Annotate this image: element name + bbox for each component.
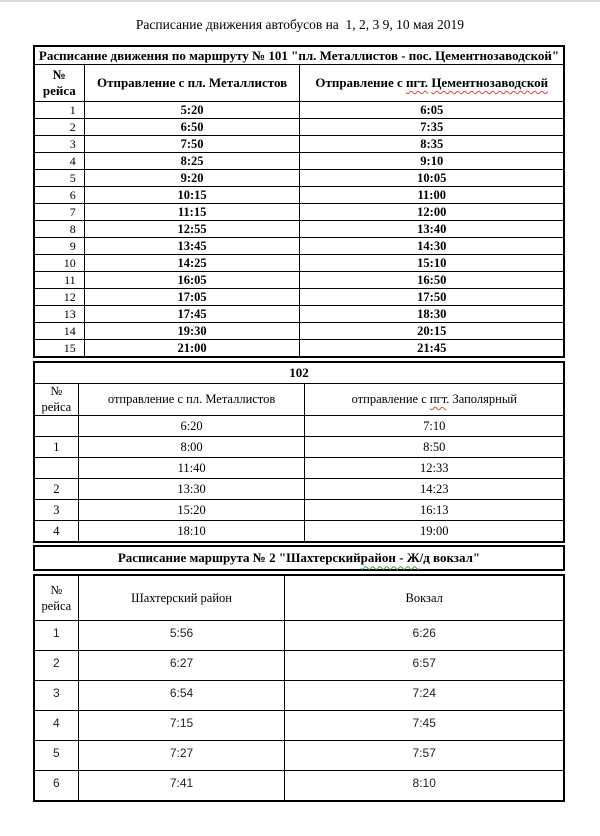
departure-time-cell: 12:00 xyxy=(300,204,564,221)
departure-time-cell: 7:27 xyxy=(78,741,285,771)
table-row xyxy=(34,136,564,153)
schedule-document xyxy=(33,45,565,802)
trip-number-cell: 4 xyxy=(34,711,78,741)
departure-time-cell: 12:55 xyxy=(84,221,300,238)
departure-time-cell: 8:10 xyxy=(285,771,564,802)
text-run: Расписание движения по маршруту № 101 "пл. Металлистов - пос. xyxy=(38,48,436,63)
departure-time-cell: 6:50 xyxy=(84,119,300,136)
departure-time-cell: 11:15 xyxy=(84,204,300,221)
departure-time-cell: 9:10 xyxy=(300,153,564,170)
trip-number-cell: 8 xyxy=(34,221,84,238)
departure-time-cell: 21:00 xyxy=(84,340,300,358)
departure-time-cell: 7:45 xyxy=(285,711,564,741)
departure-time-cell: 20:15 xyxy=(300,323,564,340)
table-row xyxy=(34,102,564,119)
departure-time-cell: 6:20 xyxy=(78,416,305,437)
route-2-header-row xyxy=(34,575,564,621)
table-row xyxy=(34,621,564,651)
departure-time-cell: 10:15 xyxy=(84,187,300,204)
departure-time-cell: 8:35 xyxy=(300,136,564,153)
departure-time-cell: 19:00 xyxy=(305,521,564,543)
table-row xyxy=(34,323,564,340)
column-header-trip-number: № рейса xyxy=(34,575,78,621)
table-row xyxy=(34,681,564,711)
departure-time-cell: 18:30 xyxy=(300,306,564,323)
departure-time-cell: 17:50 xyxy=(300,289,564,306)
trip-number-cell: 11 xyxy=(34,272,84,289)
route-2-title xyxy=(33,545,565,571)
document-title: Расписание движения автобусов на 1, 2, 3 9, 10 мая 2019 xyxy=(135,17,465,32)
table-row xyxy=(34,255,564,272)
route-102-header-row xyxy=(34,384,564,416)
column-header-departure-zapolyarny xyxy=(305,384,564,416)
trip-number-cell: 2 xyxy=(34,651,78,681)
departure-time-cell: 7:24 xyxy=(285,681,564,711)
departure-time-cell: 10:05 xyxy=(300,170,564,187)
trip-number-cell: 1 xyxy=(34,621,78,651)
table-row xyxy=(34,221,564,238)
departure-time-cell: 7:10 xyxy=(305,416,564,437)
departure-time-cell: 12:33 xyxy=(305,458,564,479)
spellcheck-marked-text: район - Ж xyxy=(360,550,420,566)
departure-time-cell: 5:20 xyxy=(84,102,300,119)
column-header-trip-number: № рейса xyxy=(34,384,78,416)
table-row xyxy=(34,153,564,170)
table-row xyxy=(34,741,564,771)
departure-time-cell: 18:10 xyxy=(78,521,305,543)
departure-time-cell: 13:45 xyxy=(84,238,300,255)
text-run: Отправление с xyxy=(315,75,406,91)
text-run: отправление с xyxy=(351,391,430,406)
departure-time-cell: 7:41 xyxy=(78,771,285,802)
route-101-header-row xyxy=(34,65,564,102)
trip-number-cell: 1 xyxy=(34,102,84,119)
departure-time-cell: 17:05 xyxy=(84,289,300,306)
departure-time-cell: 8:00 xyxy=(78,437,305,458)
route-102-table xyxy=(33,361,565,543)
table-row xyxy=(34,437,564,458)
departure-time-cell: 6:27 xyxy=(78,651,285,681)
departure-time-cell: 14:30 xyxy=(300,238,564,255)
trip-number-cell xyxy=(34,458,78,479)
spellcheck-marked-text: Цементнозаводской xyxy=(435,48,552,63)
trip-number-cell: 5 xyxy=(34,741,78,771)
table-row xyxy=(34,170,564,187)
table-row xyxy=(34,289,564,306)
trip-number-cell: 9 xyxy=(34,238,84,255)
table-row xyxy=(34,500,564,521)
departure-time-cell: 6:26 xyxy=(285,621,564,651)
spellcheck-marked-text: пгт xyxy=(429,391,447,406)
trip-number-cell: 13 xyxy=(34,306,84,323)
trip-number-cell: 4 xyxy=(34,521,78,543)
trip-number-cell: 14 xyxy=(34,323,84,340)
trip-number-cell: 2 xyxy=(34,119,84,136)
table-row xyxy=(34,187,564,204)
text-run: Расписание маршрута № 2 "Шахтерский xyxy=(117,550,361,566)
trip-number-cell: 2 xyxy=(34,479,78,500)
trip-number-cell: 5 xyxy=(34,170,84,187)
departure-time-cell: 6:05 xyxy=(300,102,564,119)
departure-time-cell: 8:50 xyxy=(305,437,564,458)
trip-number-cell: 7 xyxy=(34,204,84,221)
departure-time-cell: 13:40 xyxy=(300,221,564,238)
departure-time-cell: 15:10 xyxy=(300,255,564,272)
trip-number-cell: 1 xyxy=(34,437,78,458)
departure-time-cell: 8:25 xyxy=(84,153,300,170)
column-header-trip-number: № рейса xyxy=(34,65,84,102)
trip-number-cell xyxy=(34,416,78,437)
table-row xyxy=(34,340,564,358)
text-run: /д вокзал" xyxy=(419,550,481,566)
trip-number-cell: 6 xyxy=(34,771,78,802)
route-2-rows xyxy=(34,621,564,802)
table-row xyxy=(34,521,564,543)
column-header-shakhtersky-district: Шахтерский район xyxy=(78,575,285,621)
table-row xyxy=(34,272,564,289)
column-header-departure-metallistov: Отправление с пл. Металлистов xyxy=(84,65,300,102)
table-row xyxy=(34,416,564,437)
route-101-rows xyxy=(34,102,564,358)
departure-time-cell: 7:15 xyxy=(78,711,285,741)
column-header-departure-metallistov: отправление с пл. Металлистов xyxy=(78,384,305,416)
trip-number-cell: 3 xyxy=(34,136,84,153)
trip-number-cell: 12 xyxy=(34,289,84,306)
departure-time-cell: 6:54 xyxy=(78,681,285,711)
table-row xyxy=(34,479,564,500)
departure-time-cell: 13:30 xyxy=(78,479,305,500)
departure-time-cell: 16:13 xyxy=(305,500,564,521)
departure-time-cell: 16:50 xyxy=(300,272,564,289)
table-row xyxy=(34,651,564,681)
departure-time-cell: 15:20 xyxy=(78,500,305,521)
spellcheck-marked-text: Цементнозаводской xyxy=(431,75,549,91)
table-row xyxy=(34,119,564,136)
trip-number-cell: 3 xyxy=(34,681,78,711)
trip-number-cell: 15 xyxy=(34,340,84,358)
departure-time-cell: 9:20 xyxy=(84,170,300,187)
table-row xyxy=(34,711,564,741)
route-102-number: 102 xyxy=(34,362,564,384)
trip-number-cell: 4 xyxy=(34,153,84,170)
departure-time-cell: 14:25 xyxy=(84,255,300,272)
departure-time-cell: 11:40 xyxy=(78,458,305,479)
departure-time-cell: 7:57 xyxy=(285,741,564,771)
trip-number-cell: 3 xyxy=(34,500,78,521)
table-row xyxy=(34,238,564,255)
text-run: " xyxy=(551,48,560,63)
route-102-rows xyxy=(34,416,564,543)
route-2-table xyxy=(33,574,565,802)
screen-top-edge xyxy=(0,0,600,2)
route-102-title-row xyxy=(34,362,564,384)
departure-time-cell: 7:35 xyxy=(300,119,564,136)
departure-time-cell: 5:56 xyxy=(78,621,285,651)
departure-time-cell: 21:45 xyxy=(300,340,564,358)
departure-time-cell: 6:57 xyxy=(285,651,564,681)
text-run: . Заполярный xyxy=(446,391,517,406)
table-row xyxy=(34,771,564,802)
departure-time-cell: 7:50 xyxy=(84,136,300,153)
departure-time-cell: 14:23 xyxy=(305,479,564,500)
table-row xyxy=(34,458,564,479)
departure-time-cell: 19:30 xyxy=(84,323,300,340)
table-row xyxy=(34,306,564,323)
route-101-table xyxy=(33,45,565,358)
spellcheck-marked-text: пгт. xyxy=(406,75,429,91)
route-101-title xyxy=(34,46,564,65)
trip-number-cell: 6 xyxy=(34,187,84,204)
column-header-departure-cementnozavodskoy xyxy=(300,65,564,102)
table-row xyxy=(34,204,564,221)
column-header-station: Вокзал xyxy=(285,575,564,621)
departure-time-cell: 16:05 xyxy=(84,272,300,289)
trip-number-cell: 10 xyxy=(34,255,84,272)
departure-time-cell: 17:45 xyxy=(84,306,300,323)
departure-time-cell: 11:00 xyxy=(300,187,564,204)
route-101-title-row xyxy=(34,46,564,65)
